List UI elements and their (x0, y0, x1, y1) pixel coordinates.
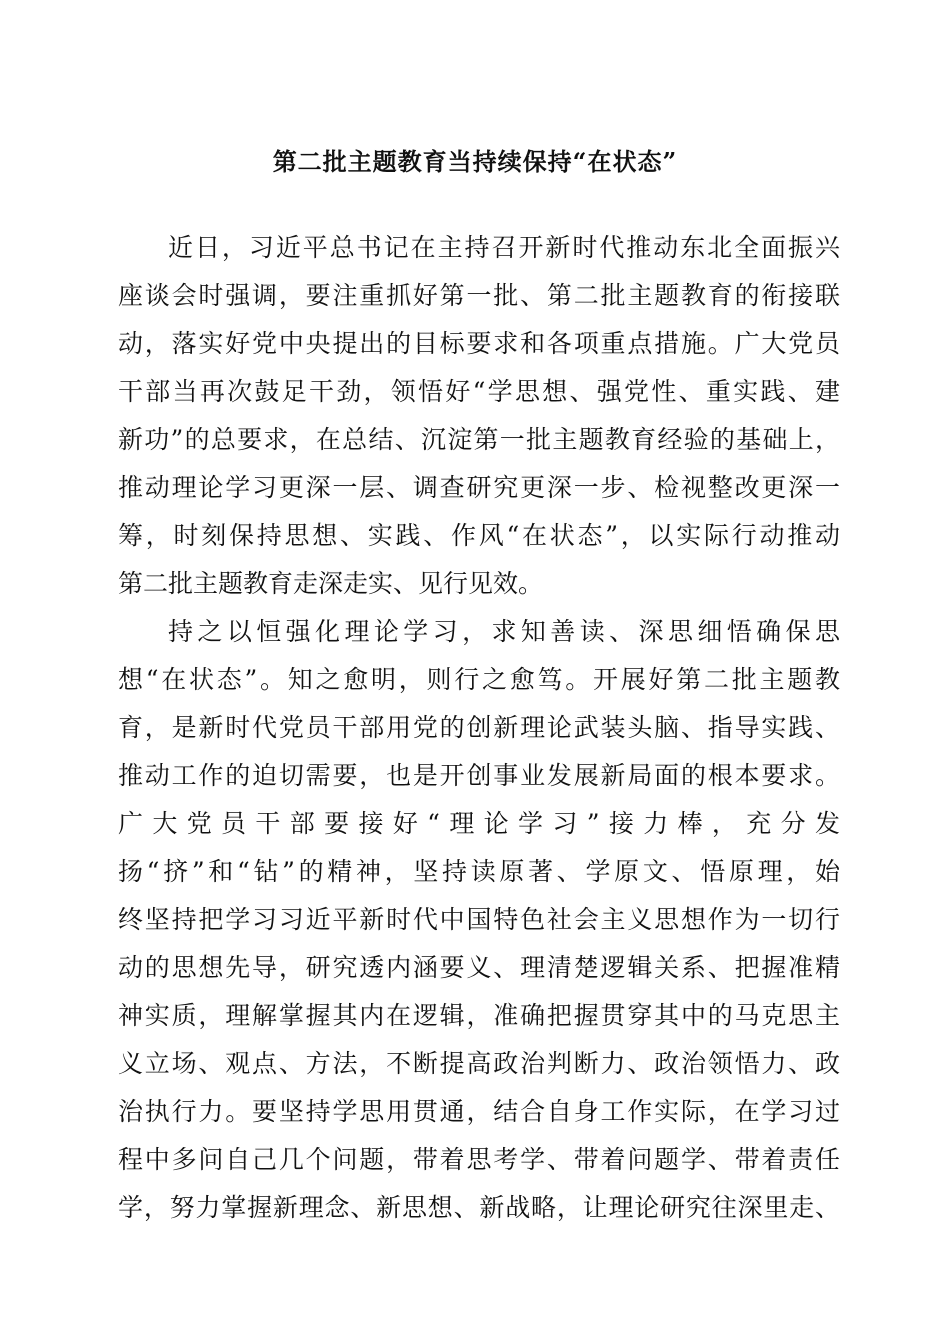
text-line: 治执行力。要坚持学思用贯通，结合自身工作实际，在学习过 (118, 1097, 840, 1126)
document-body (118, 224, 840, 1232)
text-line: 广大党员干部要接好“理论学习”接力棒，充分发 (118, 809, 840, 838)
paragraph-1 (118, 224, 840, 608)
text-line: 动，落实好党中央提出的目标要求和各项重点措施。广大党员 (118, 329, 840, 358)
text-line: 干部当再次鼓足干劲，领悟好“学思想、强党性、重实践、建 (118, 377, 840, 406)
text-line: 动的思想先导，研究透内涵要义、理清楚逻辑关系、把握准精 (118, 953, 840, 982)
text-line: 程中多问自己几个问题，带着思考学、带着问题学、带着责任 (118, 1145, 840, 1174)
text-line: 近日，习近平总书记在主持召开新时代推动东北全面振兴 (168, 233, 840, 262)
document-title: 第二批主题教育当持续保持“在状态” (272, 147, 678, 176)
text-line: 想“在状态”。知之愈明，则行之愈笃。开展好第二批主题教 (118, 665, 840, 694)
text-line: 持之以恒强化理论学习，求知善读、深思细悟确保思 (168, 617, 840, 646)
text-line: 学，努力掌握新理念、新思想、新战略，让理论研究往深里走、 (118, 1193, 840, 1222)
text-line: 座谈会时强调，要注重抓好第一批、第二批主题教育的衔接联 (118, 281, 840, 310)
text-line: 育，是新时代党员干部用党的创新理论武装头脑、指导实践、 (118, 713, 840, 742)
text-line: 第二批主题教育走深走实、见行见效。 (118, 569, 544, 598)
text-line: 扬“挤”和“钻”的精神，坚持读原著、学原文、悟原理，始 (118, 857, 840, 886)
text-line: 筹，时刻保持思想、实践、作风“在状态”，以实际行动推动 (118, 521, 840, 550)
text-line: 终坚持把学习习近平新时代中国特色社会主义思想作为一切行 (118, 905, 840, 934)
text-line: 新功”的总要求，在总结、沉淀第一批主题教育经验的基础上， (118, 425, 840, 454)
text-line: 义立场、观点、方法，不断提高政治判断力、政治领悟力、政 (118, 1049, 840, 1078)
text-line: 推动理论学习更深一层、调查研究更深一步、检视整改更深一 (118, 473, 840, 502)
text-line: 推动工作的迫切需要，也是开创事业发展新局面的根本要求。 (118, 761, 840, 790)
paragraph-2 (118, 608, 840, 1232)
text-line: 神实质，理解掌握其内在逻辑，准确把握贯穿其中的马克思主 (118, 1001, 840, 1030)
